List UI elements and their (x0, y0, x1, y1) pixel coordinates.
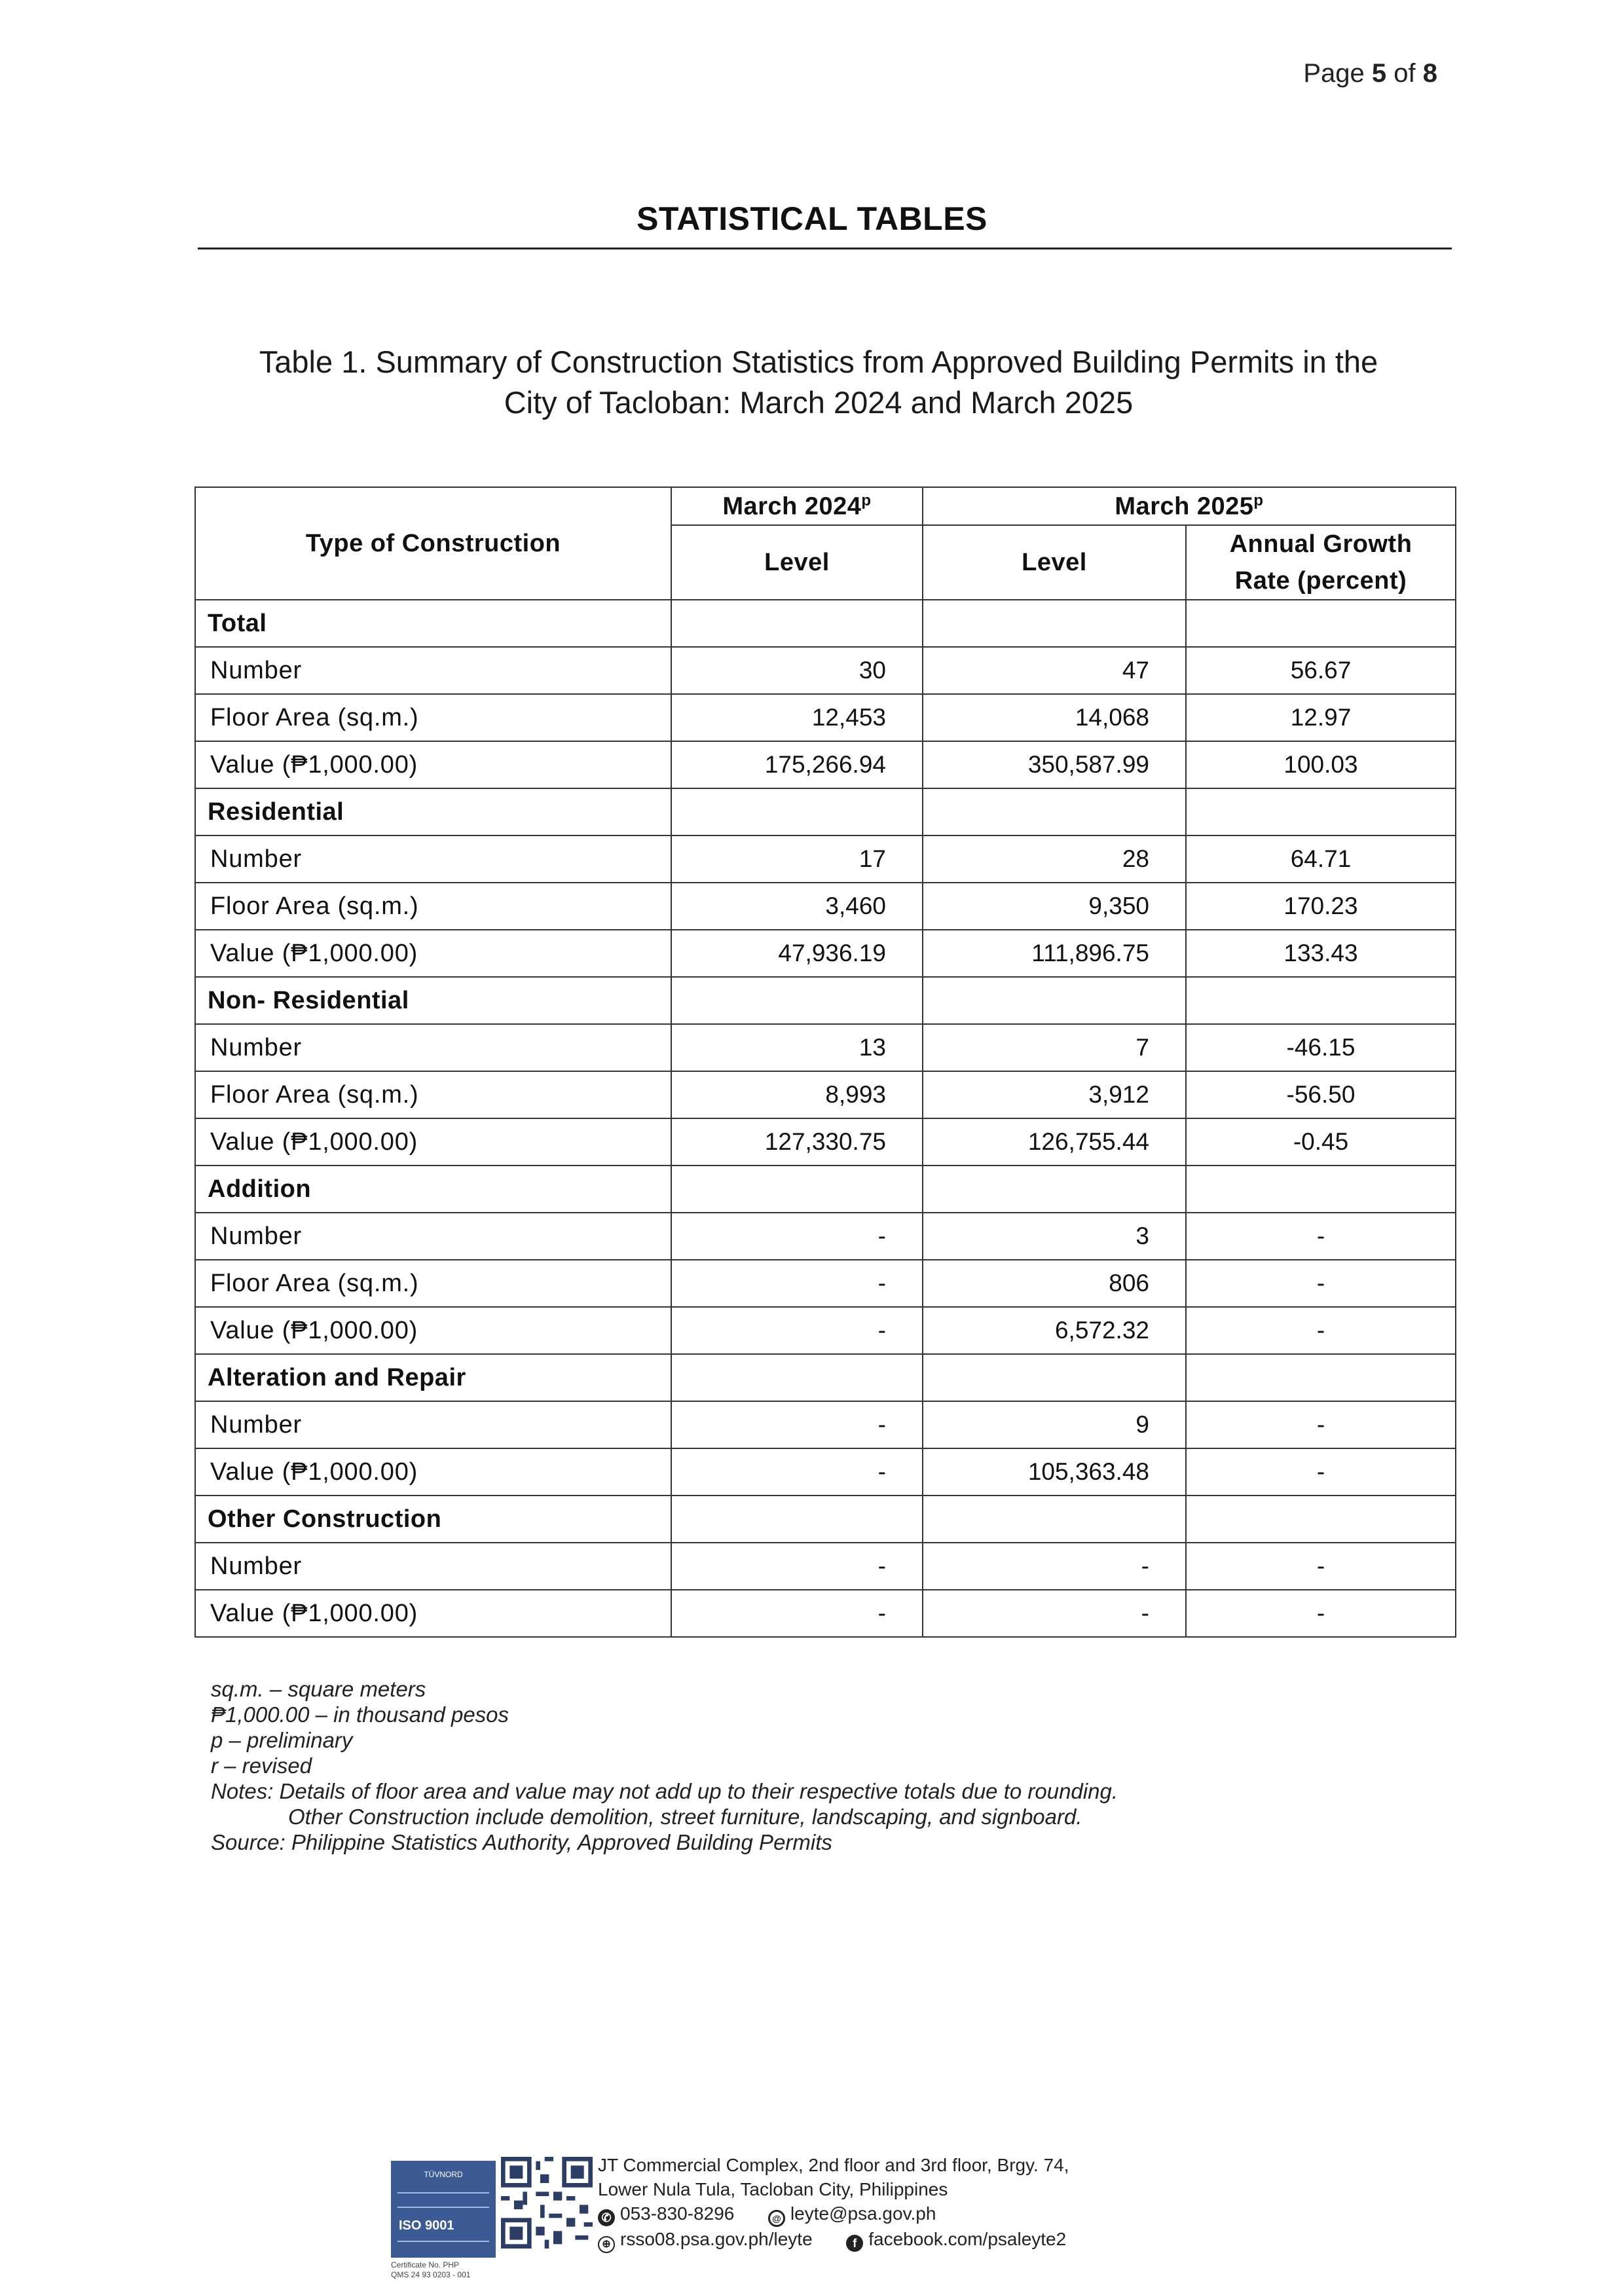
march-2024-level (671, 1354, 923, 1401)
page-of-label: of (1393, 59, 1416, 88)
category-label: Addition (195, 1166, 671, 1213)
cert-divider (397, 2241, 489, 2242)
phone-icon: ✆ (598, 2209, 615, 2226)
row-label: Number (195, 1401, 671, 1448)
note-source: Source: Philippine Statistics Authority, Approved Building Permits (211, 1830, 832, 1854)
table-row (195, 1213, 1456, 1260)
annual-growth-rate: 12.97 (1186, 694, 1456, 741)
annual-growth-rate (1186, 1166, 1456, 1213)
address-line-2: Lower Nula Tula, Tacloban City, Philippines (598, 2179, 948, 2199)
annual-growth-rate (1186, 1354, 1456, 1401)
row-label: Value (₱1,000.00) (195, 1448, 671, 1496)
note-sqm: sq.m. – square meters (211, 1677, 426, 1701)
level-2024-header: Level (671, 525, 923, 600)
annual-growth-rate: - (1186, 1260, 1456, 1307)
march-2024-header: March 2024$^p$ (671, 487, 923, 525)
row-label: Number (195, 647, 671, 694)
row-label: Number (195, 835, 671, 883)
march-2025-header: March 2025$^p$ (923, 487, 1456, 525)
table-notes (211, 1676, 1455, 1855)
annual-growth-rate: 133.43 (1186, 930, 1456, 977)
table-body (195, 600, 1456, 1637)
march-2025-level: - (923, 1590, 1186, 1637)
annual-growth-rate (1186, 977, 1456, 1024)
category-row (195, 1496, 1456, 1543)
category-label: Total (195, 600, 671, 647)
certificate-number (391, 2260, 470, 2280)
table-row (195, 1024, 1456, 1071)
march-2024-level (671, 600, 923, 647)
facebook-link[interactable]: facebook.com/psaleyte2 (868, 2229, 1067, 2249)
certificate-number-value: QMS 24 93 0203 - 001 (391, 2270, 471, 2279)
certificate-number-label: Certificate No. PHP (391, 2260, 460, 2269)
annual-growth-rate: - (1186, 1590, 1456, 1637)
category-row (195, 1354, 1456, 1401)
category-row (195, 1166, 1456, 1213)
march-2024-level: 30 (671, 647, 923, 694)
annual-growth-rate (1186, 600, 1456, 647)
table-row (195, 1307, 1456, 1354)
annual-growth-rate: -46.15 (1186, 1024, 1456, 1071)
preliminary-mark: p (861, 491, 872, 509)
march-2024-level (671, 1496, 923, 1543)
note-other-construction: Other Construction include demolition, street furniture, landscaping, and signboard. (288, 1805, 1082, 1829)
table-row (195, 741, 1456, 788)
annual-growth-rate: 100.03 (1186, 741, 1456, 788)
type-of-construction-header: Type of Construction (195, 487, 671, 600)
row-label: Value (₱1,000.00) (195, 1307, 671, 1354)
row-label: Value (₱1,000.00) (195, 930, 671, 977)
march-2024-level: 47,936.19 (671, 930, 923, 977)
row-label: Floor Area (sq.m.) (195, 1260, 671, 1307)
march-2024-level: - (671, 1448, 923, 1496)
march-2025-level (923, 1166, 1186, 1213)
march-2024-level: - (671, 1543, 923, 1590)
annual-growth-rate: 64.71 (1186, 835, 1456, 883)
table-row (195, 1543, 1456, 1590)
note-revised: r – revised (211, 1753, 312, 1778)
march-2024-level: 175,266.94 (671, 741, 923, 788)
march-2024-level: 13 (671, 1024, 923, 1071)
row-label: Floor Area (sq.m.) (195, 883, 671, 930)
annual-growth-rate: 56.67 (1186, 647, 1456, 694)
table-row (195, 647, 1456, 694)
march-2025-level: 126,755.44 (923, 1118, 1186, 1166)
category-row (195, 977, 1456, 1024)
row-label: Value (₱1,000.00) (195, 741, 671, 788)
annual-growth-rate: 170.23 (1186, 883, 1456, 930)
iso-certification-logo (391, 2161, 496, 2258)
march-2025-level: 47 (923, 647, 1186, 694)
annual-growth-header: Annual Growth Rate (percent) (1186, 525, 1456, 600)
march-2025-level: 9,350 (923, 883, 1186, 930)
annual-growth-rate: -56.50 (1186, 1071, 1456, 1118)
march-2025-level: 7 (923, 1024, 1186, 1071)
cert-divider (397, 2207, 489, 2208)
annual-growth-rate: -0.45 (1186, 1118, 1456, 1166)
march-2024-level: - (671, 1590, 923, 1637)
march-2025-level: 6,572.32 (923, 1307, 1186, 1354)
annual-growth-rate (1186, 788, 1456, 835)
note-preliminary: p – preliminary (211, 1728, 353, 1752)
march-2025-level: - (923, 1543, 1186, 1590)
category-label: Alteration and Repair (195, 1354, 671, 1401)
march-2025-level: 105,363.48 (923, 1448, 1186, 1496)
table-title-line-1: Table 1. Summary of Construction Statistics from Approved Building Permits in the (259, 344, 1378, 379)
category-label: Non- Residential (195, 977, 671, 1024)
march-2024-level (671, 977, 923, 1024)
table-row (195, 1260, 1456, 1307)
table-row (195, 694, 1456, 741)
march-2024-level: 3,460 (671, 883, 923, 930)
march-2024-level: - (671, 1260, 923, 1307)
email-icon: @ (768, 2210, 785, 2227)
row-label: Floor Area (sq.m.) (195, 694, 671, 741)
march-2025-level (923, 600, 1186, 647)
header-row-1 (195, 487, 1456, 525)
page-total: 8 (1422, 59, 1437, 88)
table-title-line-2: City of Tacloban: March 2024 and March 2025 (504, 385, 1134, 420)
row-label: Floor Area (sq.m.) (195, 1071, 671, 1118)
row-label: Number (195, 1213, 671, 1260)
table-row (195, 1448, 1456, 1496)
march-2024-level: - (671, 1307, 923, 1354)
table-row (195, 1590, 1456, 1637)
march-2024-level: 12,453 (671, 694, 923, 741)
march-2024-level: 17 (671, 835, 923, 883)
row-label: Number (195, 1024, 671, 1071)
march-2025-level (923, 1496, 1186, 1543)
march-2025-level (923, 1354, 1186, 1401)
row-label: Value (₱1,000.00) (195, 1118, 671, 1166)
table-row (195, 1401, 1456, 1448)
address-line-1: JT Commercial Complex, 2nd floor and 3rd floor, Brgy. 74, (598, 2155, 1069, 2175)
march-2025-level: 9 (923, 1401, 1186, 1448)
march-2025-level: 14,068 (923, 694, 1186, 741)
footer-contact (598, 2153, 1069, 2253)
globe-icon: ⊕ (598, 2236, 615, 2253)
table-title (177, 342, 1460, 423)
march-2025-level (923, 788, 1186, 835)
row-label: Number (195, 1543, 671, 1590)
page-number (1303, 59, 1437, 88)
annual-growth-rate: - (1186, 1448, 1456, 1496)
category-label: Residential (195, 788, 671, 835)
construction-statistics-table (194, 487, 1456, 1638)
category-row (195, 788, 1456, 835)
preliminary-mark: p (1253, 491, 1264, 509)
phone-number: 053-830-8296 (620, 2203, 735, 2224)
annual-growth-rate: - (1186, 1213, 1456, 1260)
march-2024-level (671, 1166, 923, 1213)
level-2025-header: Level (923, 525, 1186, 600)
email-address[interactable]: leyte@psa.gov.ph (790, 2203, 936, 2224)
table-row (195, 1071, 1456, 1118)
march-2025-level: 3,912 (923, 1071, 1186, 1118)
note-thousand-pesos: ₱1,000.00 – in thousand pesos (211, 1702, 509, 1727)
qr-code-icon (501, 2157, 593, 2249)
annual-growth-rate: - (1186, 1401, 1456, 1448)
march-2025-level: 28 (923, 835, 1186, 883)
march-2025-level: 806 (923, 1260, 1186, 1307)
note-rounding: Notes: Details of floor area and value may not add up to their respective totals due to rounding. (211, 1779, 1118, 1803)
category-label: Other Construction (195, 1496, 671, 1543)
march-2024-level (671, 788, 923, 835)
section-title: STATISTICAL TABLES (637, 200, 987, 237)
march-2025-level: 111,896.75 (923, 930, 1186, 977)
cert-divider (397, 2192, 489, 2194)
certifier-brand: TÜVNORD (424, 2170, 463, 2179)
march-2024-level: - (671, 1213, 923, 1260)
table-row (195, 835, 1456, 883)
march-2024-level: 127,330.75 (671, 1118, 923, 1166)
table-row (195, 883, 1456, 930)
annual-growth-rate: - (1186, 1307, 1456, 1354)
march-2025-level: 3 (923, 1213, 1186, 1260)
category-row (195, 600, 1456, 647)
march-2025-level (923, 977, 1186, 1024)
website-link[interactable]: rsso08.psa.gov.ph/leyte (620, 2229, 813, 2249)
table-row (195, 930, 1456, 977)
march-2025-level: 350,587.99 (923, 741, 1186, 788)
annual-growth-rate (1186, 1496, 1456, 1543)
march-2024-level: 8,993 (671, 1071, 923, 1118)
section-divider (198, 248, 1452, 249)
page-label: Page (1303, 59, 1365, 88)
iso-label: ISO 9001 (399, 2218, 454, 2233)
row-label: Value (₱1,000.00) (195, 1590, 671, 1637)
march-2024-level: - (671, 1401, 923, 1448)
page-current: 5 (1371, 59, 1387, 88)
facebook-icon: f (846, 2235, 863, 2252)
annual-growth-rate: - (1186, 1543, 1456, 1590)
table-row (195, 1118, 1456, 1166)
